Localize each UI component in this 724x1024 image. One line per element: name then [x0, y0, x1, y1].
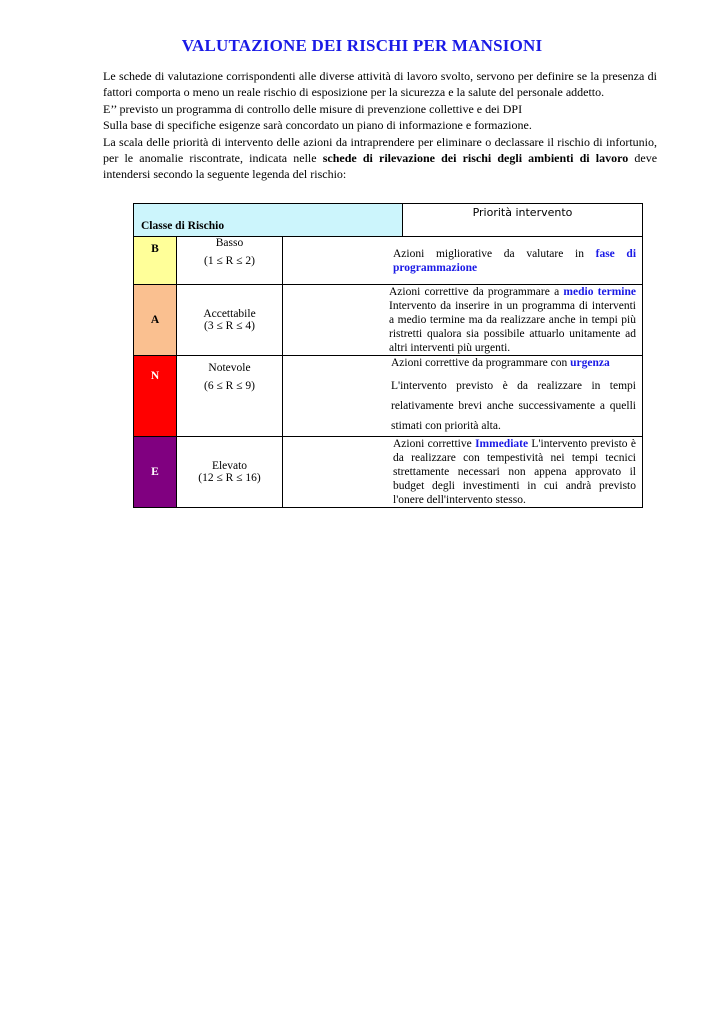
action-text: Azioni correttive da programmare con — [391, 357, 571, 369]
action-cell — [283, 356, 643, 437]
action-cell — [283, 285, 643, 356]
intro-paragraph-3: Sulla base di specifiche esigenze sarà concordato un piano di informazione e formazione. — [103, 118, 532, 133]
action-highlight: medio termine — [563, 286, 636, 298]
intro-text — [103, 68, 657, 183]
risk-level-cell — [177, 285, 283, 356]
action-detail: L'intervento previsto è da realizzare in tempi relativamente brevi anche successivamente a quelli stimati con priorità alta. — [391, 380, 636, 432]
action-text: Azioni migliorative da valutare in — [393, 247, 596, 260]
intro-paragraph-4-start: La scala delle priorità di intervento delle azioni da intraprendere per eliminare o declassare il rischio di infortunio, per le anomalie riscontrate, indicata nelle — [103, 134, 657, 166]
action-cell — [283, 437, 643, 508]
risk-level-label: Elevato — [211, 460, 248, 472]
risk-range: (6 ≤ R ≤ 9) — [204, 380, 255, 392]
action-highlight: urgenza — [570, 357, 610, 369]
risk-legend-table — [133, 203, 643, 508]
intro-paragraph-4-end: deve intendersi secondo la seguente legenda del rischio: — [103, 151, 658, 182]
table-row — [134, 237, 643, 285]
action-highlight: fase di programmazione — [393, 247, 637, 274]
risk-range: (3 ≤ R ≤ 4) — [204, 320, 255, 332]
intro-paragraph-4-bold: schede di rilevazione dei rischi degli ambienti di lavoro — [322, 151, 629, 166]
risk-class-letter: A — [150, 314, 160, 326]
intro-paragraph-2: E’’ previsto un programma di controllo delle misure di prevenzione collettive e dei DPI — [103, 101, 523, 116]
risk-class-cell — [134, 237, 177, 285]
risk-class-cell — [134, 356, 177, 437]
action-text: Azioni correttive — [393, 438, 476, 450]
risk-class-cell — [134, 285, 177, 356]
risk-class-cell — [134, 437, 177, 508]
risk-level-label: Basso — [215, 237, 244, 249]
action-text: Azioni correttive da programmare a — [389, 286, 564, 298]
risk-class-letter: E — [151, 466, 159, 478]
risk-level-label: Notevole — [208, 362, 251, 374]
page-title: VALUTAZIONE DEI RISCHI PER MANSIONI — [181, 36, 543, 55]
header-risk-class: Classe di Rischio — [134, 204, 403, 237]
table-row — [134, 437, 643, 508]
action-detail: L'intervento previsto è da realizzare con tempestività nei tempi tecnici strettamente necessari non appena approvato il budget degli investimenti in cui andrà previsto l'onere dell'intervento stesso. — [393, 438, 637, 506]
risk-level-cell — [177, 356, 283, 437]
risk-level-label: Accettabile — [203, 308, 256, 320]
action-detail: Intervento da inserire in un programma di interventi a medio termine ma da realizzare anche in tempi più ristretti qualora sia possibile attuarlo unitamente ad altri interventi più urgenti. — [389, 300, 636, 354]
risk-level-cell — [177, 237, 283, 285]
intro-paragraph-1: Le schede di valutazione corrispondenti alle diverse attività di lavoro svolto, servono per definire se la presenza di fattori comporta o meno un reale rischio di esposizione per la sicurezza e la salute del personale addetto. — [103, 69, 657, 100]
risk-range: (1 ≤ R ≤ 2) — [204, 255, 255, 267]
table-row — [134, 285, 643, 356]
risk-class-letter: N — [150, 370, 160, 382]
action-cell — [283, 237, 643, 285]
table-row — [134, 356, 643, 437]
action-highlight: Immediate — [475, 438, 529, 450]
intro-paragraph-4 — [103, 134, 657, 183]
risk-class-letter: B — [151, 243, 159, 255]
risk-range: (12 ≤ R ≤ 16) — [198, 472, 261, 484]
table-header-row — [134, 204, 643, 237]
header-priority: Priorità intervento — [403, 204, 643, 237]
risk-level-cell — [177, 437, 283, 508]
